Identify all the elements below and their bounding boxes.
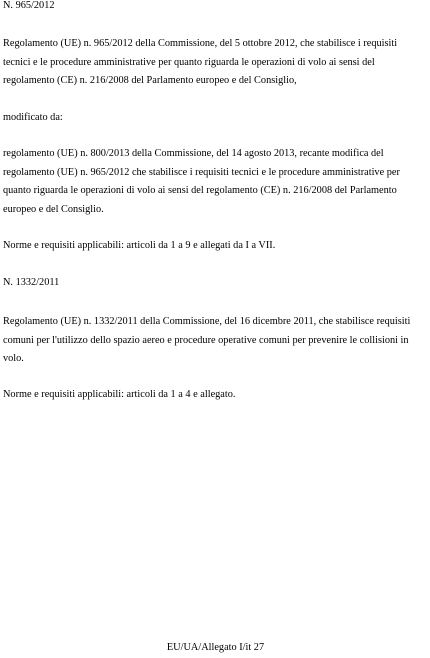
heading-regulation-965-2012: N. 965/2012	[3, 0, 55, 11]
paragraph-applicable-rules-1332: Norme e requisiti applicabili: articoli da 1 a 4 e allegato.	[3, 389, 236, 400]
heading-regulation-1332-2011: N. 1332/2011	[3, 277, 60, 288]
paragraph-amended-by: modificato da:	[3, 112, 63, 123]
paragraph-regulation-1332-2011: Regolamento (UE) n. 1332/2011 della Commissione, del 16 dicembre 2011, che stabilisce requisiti comuni per l'utilizzo dello spazio aereo e procedure operative comuni per prevenire le collisioni in volo.	[3, 316, 411, 364]
page-footer: EU/UA/Allegato I/it 27	[166, 642, 265, 653]
document-page	[3, 0, 427, 654]
paragraph-applicable-rules-965: Norme e requisiti applicabili: articoli da 1 a 9 e allegati da I a VII.	[3, 240, 276, 251]
paragraph-regulation-800-2013: regolamento (UE) n. 800/2013 della Commissione, del 14 agosto 2013, recante modifica del regolamento (UE) n. 965/2012 che stabilisce i requisiti tecnici e le procedure amministrative per quanto riguarda le operazioni di volo ai sensi del regolamento (CE) n. 216/2008 del Parlamento europeo e del Consiglio.	[3, 148, 400, 215]
paragraph-regulation-965-2012: Regolamento (UE) n. 965/2012 della Commissione, del 5 ottobre 2012, che stabilisce i requisiti tecnici e le procedure amministrative per quanto riguarda le operazioni di volo ai sensi del regolamento (CE) n. 216/2008 del Parlamento europeo e del Consiglio,	[3, 38, 398, 86]
